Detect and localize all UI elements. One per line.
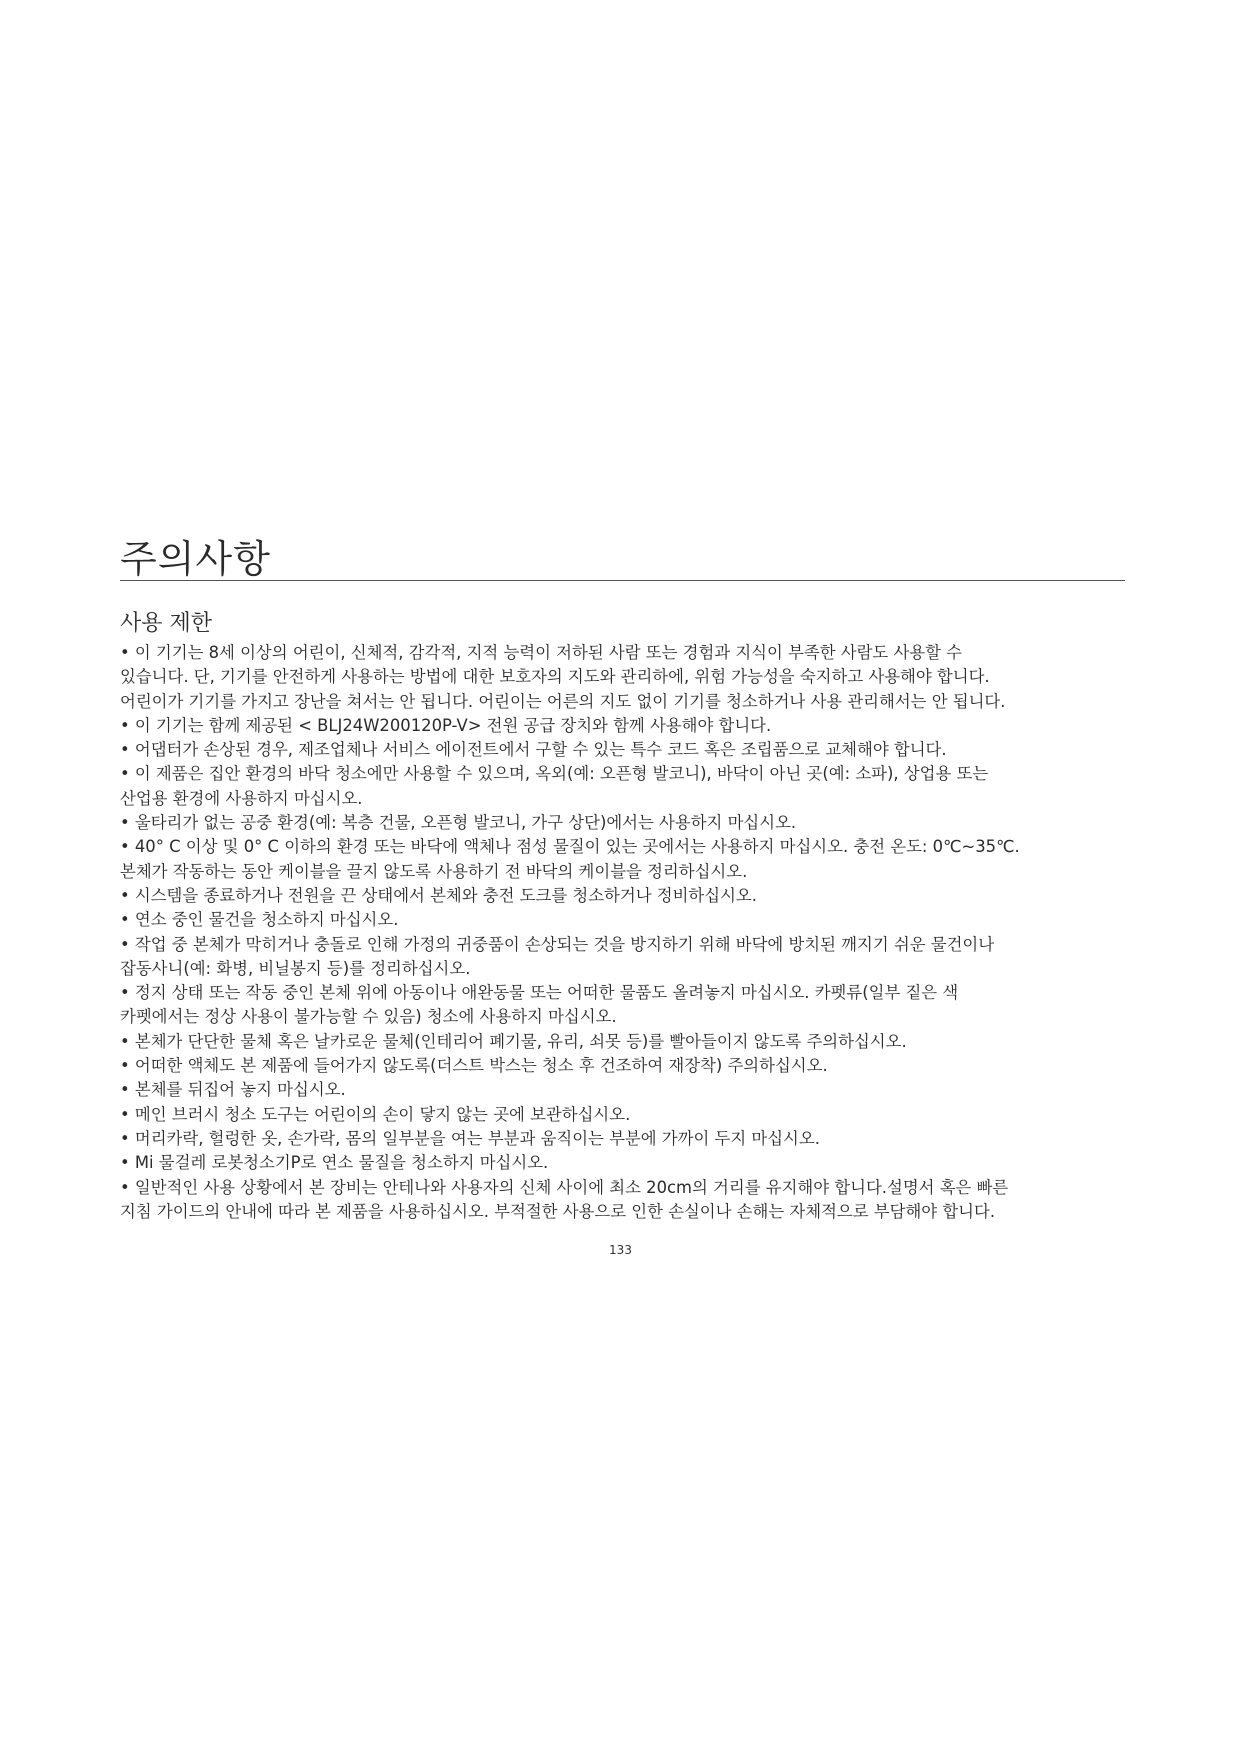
- text-line: 산업용 환경에 사용하지 마십시오.: [120, 788, 363, 808]
- text-line: • 이 기기는 함께 제공된 < BLJ24W200120P-V> 전원 공급 장치와 함께 사용해야 합니다.: [120, 715, 772, 735]
- text-line: • 이 기기는 8세 이상의 어린이, 신체적, 감각적, 지적 능력이 저하된 사람 또는 경험과 지식이 부족한 사람도 사용할 수: [120, 643, 963, 662]
- text-line: 있습니다. 단, 기기를 안전하게 사용하는 방법에 대한 보호자의 지도와 관리하에, 위험 가능성을 숙지하고 사용해야 합니다.: [120, 667, 990, 687]
- text-line: • 머리카락, 헐렁한 옷, 손가락, 몸의 일부분을 여는 부분과 움직이는 부분에 가까이 두지 마십시오.: [120, 1128, 820, 1148]
- text-line: • 정지 상태 또는 작동 중인 본체 위에 아동이나 애완동물 또는 어떠한 물품도 올려놓지 마십시오. 카펫류(일부 짙은 색: [120, 983, 959, 1003]
- text-line: • 울타리가 없는 공중 환경(예: 복층 건물, 오픈형 발코니, 가구 상단)에서는 사용하지 마십시오.: [120, 813, 797, 833]
- page-number: 133: [609, 1243, 632, 1257]
- text-line: 잡동사니(예: 화병, 비닐봉지 등)를 정리하십시오.: [120, 958, 471, 978]
- text-line: • 본체를 뒤집어 놓지 마십시오.: [120, 1080, 346, 1100]
- text-line: • 연소 중인 물건을 청소하지 마십시오.: [120, 910, 399, 930]
- text-line: 카펫에서는 정상 사용이 불가능할 수 있음) 청소에 사용하지 마십시오.: [120, 1007, 617, 1027]
- text-line: 본체가 작동하는 동안 케이블을 끌지 않도록 사용하기 전 바닥의 케이블을 정리하십시오.: [120, 861, 748, 881]
- text-line: • Mi 물걸레 로봇청소기P로 연소 물질을 청소하지 마십시오.: [120, 1153, 549, 1173]
- text-line: • 어댑터가 손상된 경우, 제조업체나 서비스 에이전트에서 구할 수 있는 특수 코드 혹은 조립품으로 교체해야 합니다.: [120, 740, 947, 760]
- text-line: • 이 제품은 집안 환경의 바닥 청소에만 사용할 수 있으며, 옥외(예: 오픈형 발코니), 바닥이 아닌 곳(예: 소파), 상업용 또는: [120, 764, 989, 784]
- text-line: 어린이가 기기를 가지고 장난을 쳐서는 안 됩니다. 어린이는 어른의 지도 없이 기기를 청소하거나 사용 관리해서는 안 됩니다.: [120, 691, 1006, 711]
- text-line: 지침 가이드의 안내에 따라 본 제품을 사용하십시오. 부적절한 사용으로 인한 손실이나 손해는 자체적으로 부담해야 합니다.: [120, 1201, 996, 1221]
- text-line: • 본체가 단단한 물체 혹은 날카로운 물체(인테리어 폐기물, 유리, 쇠못 등)를 빨아들이지 않도록 주의하십시오.: [120, 1031, 907, 1051]
- title-divider: [120, 580, 1125, 581]
- precautions-body: [120, 641, 1150, 1224]
- page-title: 주의사항: [120, 537, 271, 581]
- text-line: • 일반적인 사용 상황에서 본 장비는 안테나와 사용자의 신체 사이에 최소 20cm의 거리를 유지해야 합니다.설명서 혹은 빠른: [120, 1177, 1009, 1197]
- text-line: • 작업 중 본체가 막히거나 충돌로 인해 가정의 귀중품이 손상되는 것을 방지하기 위해 바닥에 방치된 깨지기 쉬운 물건이나: [120, 934, 995, 954]
- section-heading: 사용 제한: [120, 611, 213, 636]
- text-line: • 어떠한 액체도 본 제품에 들어가지 않도록(더스트 박스는 청소 후 건조하여 재장착) 주의하십시오.: [120, 1056, 828, 1076]
- text-line: • 메인 브러시 청소 도구는 어린이의 손이 닿지 않는 곳에 보관하십시오.: [120, 1104, 631, 1124]
- text-line: • 시스템을 종료하거나 전원을 끈 상태에서 본체와 충전 도크를 청소하거나 정비하십시오.: [120, 885, 757, 905]
- text-line: • 40° C 이상 및 0° C 이하의 환경 또는 바닥에 액체나 점성 물질이 있는 곳에서는 사용하지 마십시오. 충전 온도: 0℃~35℃.: [120, 837, 1020, 857]
